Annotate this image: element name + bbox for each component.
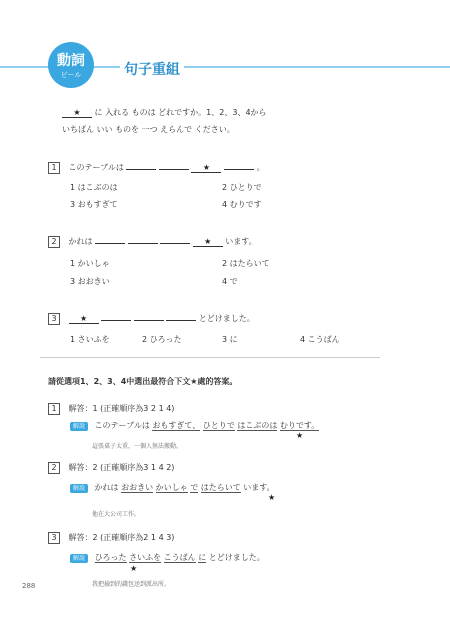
answer-blank[interactable] bbox=[224, 169, 254, 170]
answer-blank[interactable] bbox=[160, 243, 190, 244]
answer-3-sentence bbox=[70, 552, 265, 563]
question-prompt: かれは bbox=[68, 237, 93, 246]
answer-2-header bbox=[48, 462, 174, 474]
sentence-part: はたらいて bbox=[200, 483, 241, 492]
answer-text: 解答：2 (正確順序為2 1 4 3) bbox=[68, 533, 175, 542]
question-tail: います。 bbox=[225, 237, 257, 246]
question-tail: とどけました。 bbox=[198, 314, 255, 323]
star-marker: ★ bbox=[268, 493, 276, 502]
option-4[interactable]: 4 こうばん bbox=[300, 335, 340, 344]
answer-text: 解答：1 (正確順序為3 2 1 4) bbox=[68, 404, 175, 413]
section-divider bbox=[40, 357, 380, 358]
answer-blank[interactable] bbox=[166, 320, 196, 321]
sentence-part: います。 bbox=[243, 483, 275, 492]
question-number: 2 bbox=[48, 236, 60, 248]
badge-main-label: 動詞 bbox=[57, 53, 85, 69]
sentence-part: おおきい bbox=[121, 483, 154, 492]
answer-translation: 這張桌子太重，一個人無法搬動。 bbox=[92, 443, 183, 450]
answer-1-header bbox=[48, 403, 174, 415]
star-blank[interactable]: ★ bbox=[191, 163, 221, 173]
sentence-part: このテーブルは bbox=[94, 421, 150, 430]
answer-number: 3 bbox=[48, 532, 60, 544]
option-4[interactable]: 4 で bbox=[222, 277, 238, 286]
question-number: 3 bbox=[48, 313, 60, 325]
star-marker: ★ bbox=[130, 564, 138, 573]
question-prompt: このテーブルは bbox=[68, 163, 124, 172]
answer-blank[interactable] bbox=[128, 243, 158, 244]
sentence-part: に bbox=[198, 553, 207, 562]
sentence-part: むりです。 bbox=[279, 421, 320, 430]
option-3[interactable]: 3 に bbox=[222, 335, 238, 344]
answer-blank[interactable] bbox=[159, 169, 189, 170]
section-title: 句子重組 bbox=[120, 59, 184, 79]
hint-label: 解說 bbox=[70, 554, 88, 563]
answer-translation: 我把撿到的錢包送到派出所。 bbox=[92, 581, 171, 588]
star-blank[interactable]: ★ bbox=[193, 237, 223, 247]
option-3[interactable]: 3 おもすぎて bbox=[70, 200, 118, 209]
answer-translation: 他在大公司工作。 bbox=[92, 511, 141, 518]
answer-1-sentence bbox=[70, 420, 319, 431]
answers-intro: 請從選項1、2、3、4中選出最符合下文★處的答案。 bbox=[48, 377, 238, 386]
sentence-part: ひろった bbox=[94, 553, 127, 562]
badge-sub-label: ビール bbox=[60, 71, 82, 79]
hint-label: 解說 bbox=[70, 422, 88, 431]
answer-blank[interactable] bbox=[95, 243, 125, 244]
sentence-part: さいふを bbox=[129, 553, 162, 562]
question-tail: 。 bbox=[256, 163, 265, 172]
sentence-part: かいしゃ bbox=[155, 483, 188, 492]
answer-2-sentence bbox=[70, 482, 275, 493]
sentence-part: とどけました。 bbox=[208, 553, 265, 562]
answer-blank[interactable] bbox=[101, 320, 131, 321]
sentence-part: ひとりで bbox=[202, 421, 235, 430]
option-1[interactable]: 1 さいふを bbox=[70, 335, 110, 344]
instruction-line-2: いちばん いい ものを 一つ えらんで ください。 bbox=[62, 125, 235, 134]
sentence-part: で bbox=[190, 483, 199, 492]
star-blank[interactable]: ★ bbox=[69, 314, 99, 324]
option-2[interactable]: 2 ひろった bbox=[142, 335, 182, 344]
hint-label: 解說 bbox=[70, 484, 88, 493]
answer-text: 解答：2 (正確順序為3 1 4 2) bbox=[68, 463, 175, 472]
option-3[interactable]: 3 おおきい bbox=[70, 277, 110, 286]
category-badge bbox=[48, 42, 94, 88]
instruction-star-blank: ★ bbox=[62, 108, 92, 118]
question-3 bbox=[48, 313, 255, 325]
sentence-part: こうばん bbox=[163, 553, 196, 562]
answer-number: 2 bbox=[48, 462, 60, 474]
question-number: 1 bbox=[48, 162, 60, 174]
page-number: 288 bbox=[22, 582, 36, 590]
answer-blank[interactable] bbox=[126, 169, 156, 170]
option-2[interactable]: 2 ひとりで bbox=[222, 183, 262, 192]
option-2[interactable]: 2 はたらいて bbox=[222, 259, 270, 268]
instruction-line-1 bbox=[62, 107, 267, 118]
sentence-part: おもすぎて、 bbox=[152, 421, 201, 430]
question-2 bbox=[48, 236, 257, 248]
option-1[interactable]: 1 はこぶのは bbox=[70, 183, 118, 192]
answer-number: 1 bbox=[48, 403, 60, 415]
star-marker: ★ bbox=[296, 431, 304, 440]
question-1 bbox=[48, 162, 265, 174]
sentence-part: はこぶのは bbox=[237, 421, 278, 430]
option-1[interactable]: 1 かいしゃ bbox=[70, 259, 110, 268]
answer-blank[interactable] bbox=[134, 320, 164, 321]
option-4[interactable]: 4 むりです bbox=[222, 200, 262, 209]
answer-3-header bbox=[48, 532, 174, 544]
instruction-text-1: に 入れる ものは どれですか。1、2、3、4から bbox=[94, 108, 267, 117]
sentence-part: かれは bbox=[94, 483, 119, 492]
